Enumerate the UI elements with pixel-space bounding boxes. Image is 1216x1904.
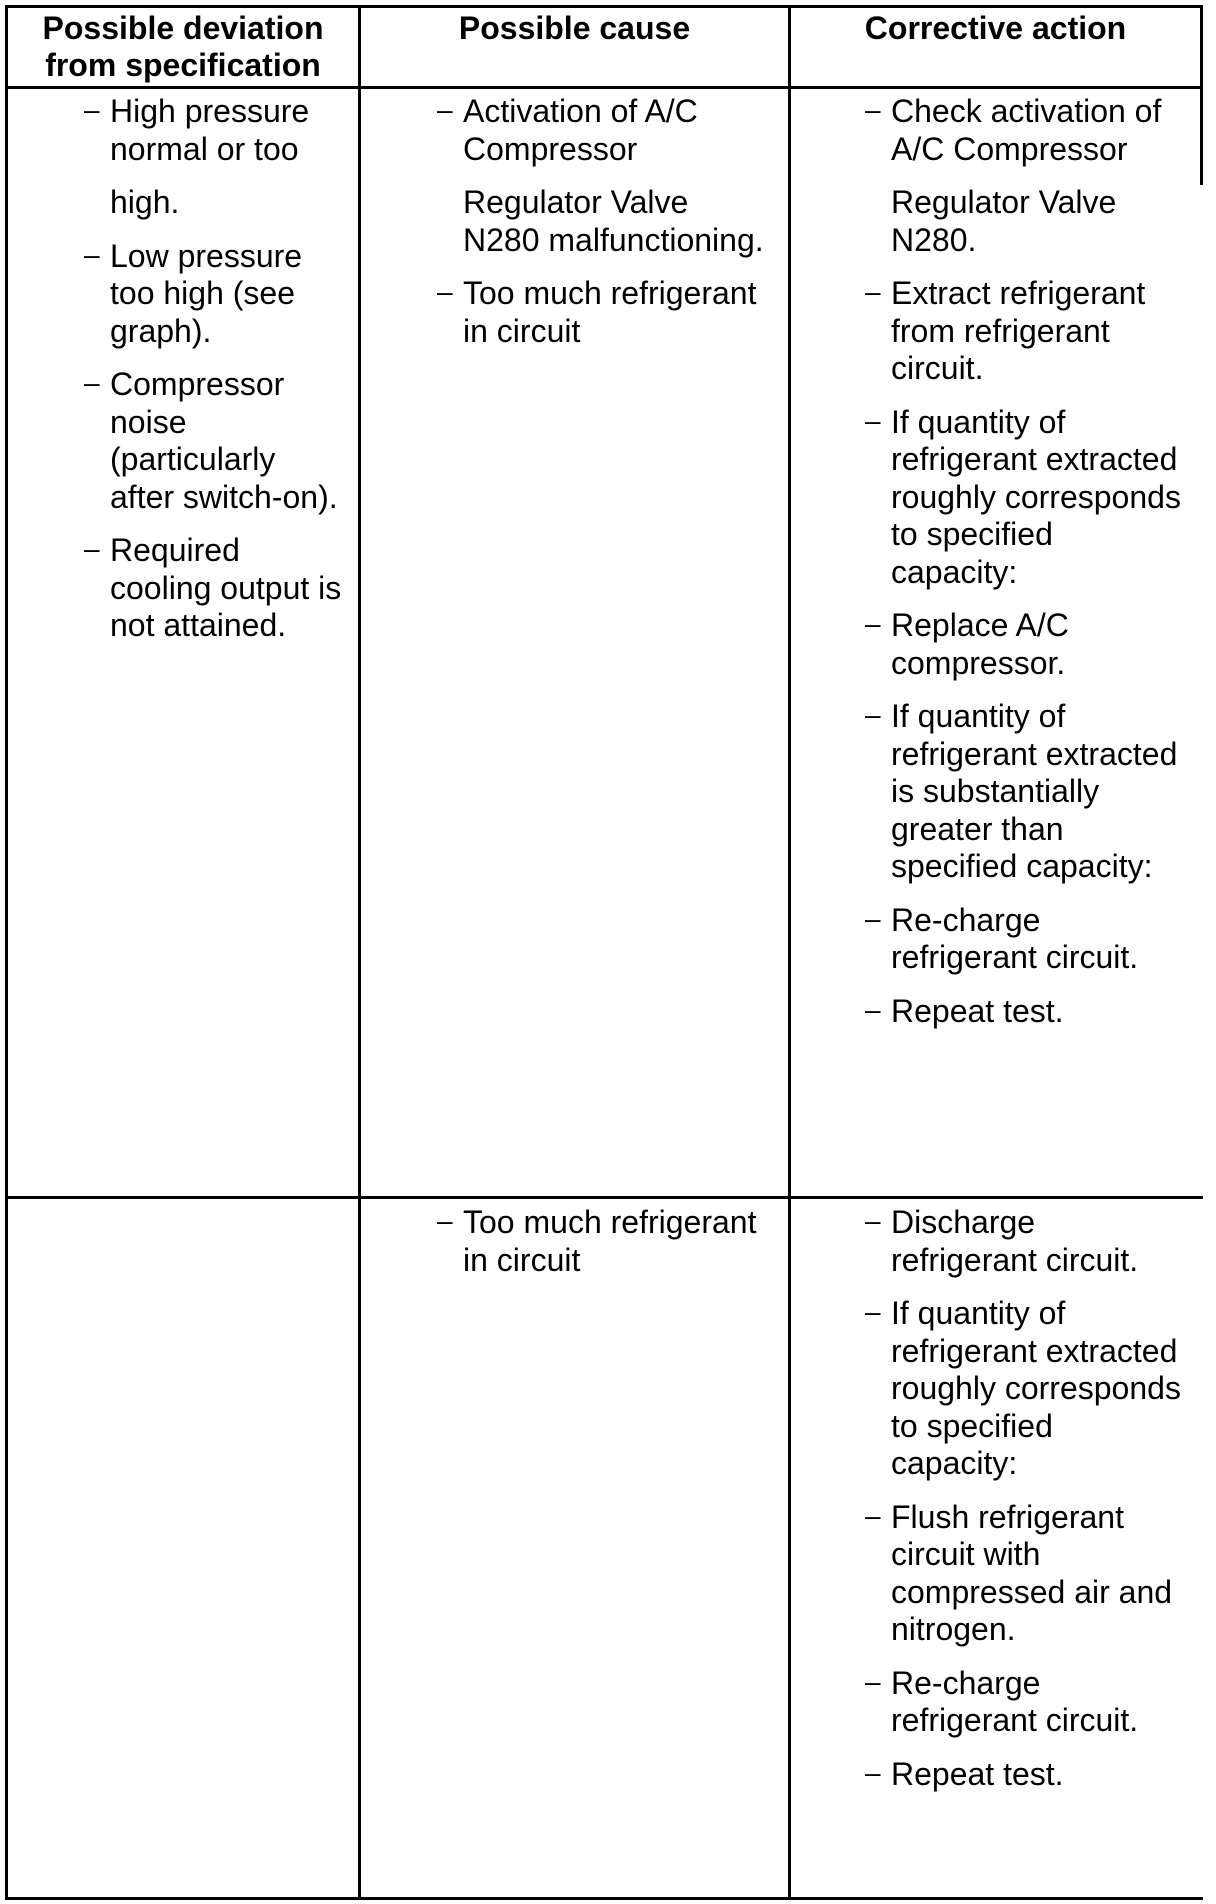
list-item [437, 1204, 787, 1279]
item-text: Discharge refrigerant circuit. [891, 1204, 1139, 1278]
list-item [865, 1204, 1200, 1279]
item-text: High pressure normal or too [110, 93, 310, 167]
table-right-border [1200, 5, 1203, 185]
dash-bullet-icon: – [865, 993, 881, 1025]
item-text: If quantity of refrigerant extracted roughly corresponds to specified capacity: [891, 403, 1181, 590]
header-deviation: Possible deviation from specification [42, 10, 324, 83]
dash-bullet-icon: – [437, 94, 453, 125]
row-divider [5, 1196, 1203, 1199]
list-item [865, 1665, 1200, 1740]
header-cause: Possible cause [458, 10, 691, 46]
list-item [865, 1499, 1200, 1649]
dash-bullet-icon: – [865, 902, 881, 934]
item-text: Regulator Valve N280 malfunctioning. [463, 184, 764, 258]
list-item [84, 366, 356, 516]
list-item [865, 275, 1200, 388]
list-item [84, 238, 356, 351]
item-text: Check activation of A/C Compressor [891, 93, 1162, 167]
dash-bullet-icon: – [84, 533, 100, 564]
column-divider-2 [788, 5, 791, 1900]
table-bottom-border [5, 1897, 1203, 1900]
table-top-border [5, 5, 1203, 8]
row2-action-cell [865, 1204, 1200, 1793]
dash-bullet-icon: – [437, 276, 453, 307]
list-item [84, 532, 356, 645]
item-text: Regulator Valve N280. [891, 184, 1117, 258]
dash-bullet-icon: – [865, 1499, 881, 1531]
item-text: high. [110, 184, 180, 220]
list-item [865, 902, 1200, 977]
column-divider-1 [358, 5, 361, 1900]
list-item [865, 607, 1200, 682]
list-item [865, 1295, 1200, 1483]
dash-bullet-icon: – [865, 699, 881, 730]
list-item [437, 275, 787, 350]
dash-bullet-icon: – [865, 94, 881, 125]
dash-bullet-icon: – [865, 276, 881, 307]
row1-cause-cell [437, 93, 787, 350]
list-item [865, 404, 1200, 592]
dash-bullet-icon: – [865, 1756, 881, 1788]
dash-bullet-icon: – [865, 1665, 881, 1697]
dash-bullet-icon: – [865, 404, 881, 436]
dash-bullet-icon: – [84, 367, 100, 398]
item-text: Repeat test. [891, 1755, 1064, 1792]
item-text: If quantity of refrigerant extracted is substantially greater than specified capacity: [891, 698, 1178, 884]
dash-bullet-icon: – [84, 238, 100, 270]
item-text: If quantity of refrigerant extracted roughly corresponds to specified capacity: [891, 1295, 1181, 1481]
table-left-border [5, 5, 8, 1900]
list-item [865, 93, 1200, 259]
item-text: Compressor noise (particularly after switch-on). [110, 366, 338, 515]
item-text: Required cooling output is not attained. [110, 532, 342, 643]
list-item [437, 93, 787, 259]
item-text: Too much refrigerant in circuit [463, 1204, 757, 1278]
list-item [865, 1756, 1200, 1794]
item-text: Flush refrigerant circuit with compressed air and nitrogen. [891, 1498, 1173, 1647]
header-bottom-border [5, 86, 1203, 89]
item-text: Replace A/C compressor. [891, 607, 1069, 681]
item-text: Activation of A/C Compressor [463, 93, 698, 167]
list-item [865, 993, 1200, 1031]
header-action: Corrective action [864, 10, 1127, 46]
item-text: Repeat test. [891, 992, 1064, 1029]
item-text: Too much refrigerant in circuit [463, 275, 757, 349]
list-item [84, 93, 356, 222]
list-item [865, 698, 1200, 886]
row1-action-cell [865, 93, 1200, 1030]
dash-bullet-icon: – [437, 1205, 453, 1236]
dash-bullet-icon: – [865, 608, 881, 639]
item-text: Re-charge refrigerant circuit. [891, 1664, 1139, 1738]
item-text: Low pressure too high (see graph). [110, 237, 303, 349]
dash-bullet-icon: – [865, 1205, 881, 1236]
dash-bullet-icon: – [865, 1296, 881, 1327]
item-text: Extract refrigerant from refrigerant circuit. [891, 275, 1146, 386]
item-text: Re-charge refrigerant circuit. [891, 901, 1139, 975]
row1-deviation-cell [84, 93, 356, 645]
row2-cause-cell [437, 1204, 787, 1279]
dash-bullet-icon: – [84, 94, 100, 125]
